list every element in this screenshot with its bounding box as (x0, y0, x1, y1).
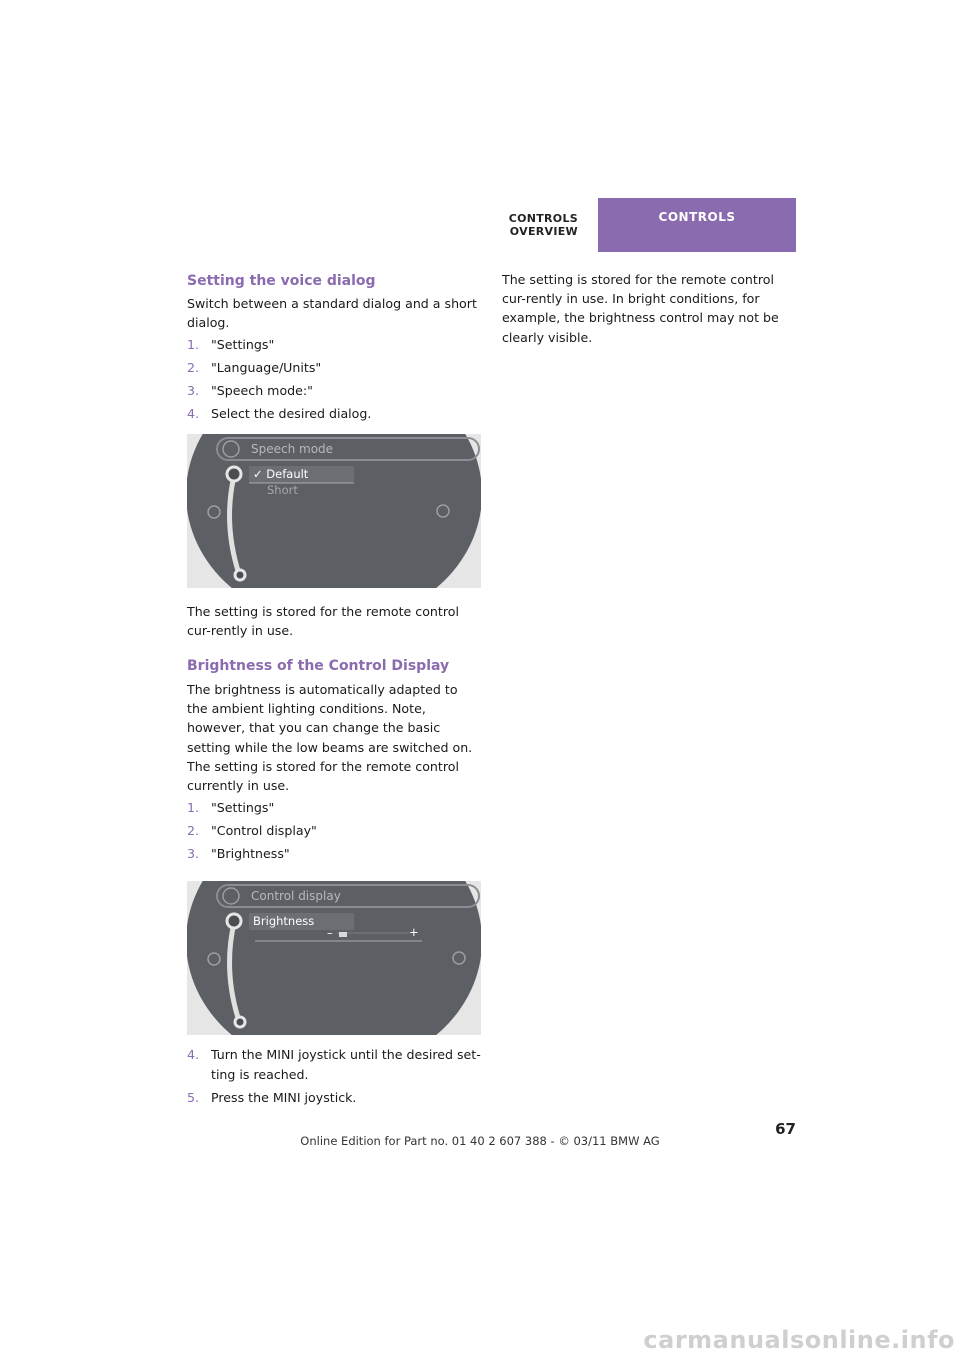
brightness-plus: + (409, 925, 419, 940)
display-graphic (187, 881, 481, 1035)
watermark: carmanualsonline.info (643, 1326, 955, 1354)
section-title: CONTROLS OVERVIEW (508, 212, 578, 238)
page-number: 67 (775, 1120, 796, 1138)
list-item: 2. "Language/Units" (187, 360, 322, 376)
left-column (187, 270, 482, 1111)
voice-dialog-steps (187, 335, 482, 423)
brightness-steps (187, 798, 482, 863)
right-column (502, 270, 798, 347)
chapter-tab (598, 198, 796, 252)
display-graphic (187, 434, 481, 588)
option-default: ✓ Default (253, 466, 309, 481)
list-item: 4. Select the desired dialog. (187, 406, 372, 422)
speech-mode-screenshot (187, 434, 481, 588)
screen-title: Speech mode (251, 441, 334, 456)
list-item: 1. "Settings" (187, 800, 275, 816)
list-item: 5. Press the MINI joystick. (187, 1089, 357, 1105)
brightness-minus: – (327, 926, 333, 941)
voice-dialog-intro: Switch between a standard dialog and a short dialog. (187, 296, 477, 331)
list-item: 4. Turn the MINI joystick until the desired set-ting is reached. (187, 1047, 481, 1082)
brightness-item: Brightness (253, 914, 315, 929)
footer: Online Edition for Part no. 01 40 2 607 388 - © 03/11 BMW AG (300, 1134, 660, 1148)
voice-dialog-heading: Setting the voice dialog (187, 273, 376, 289)
chapter-tab-label: CONTROLS (658, 210, 736, 224)
option-short: Short (267, 482, 298, 497)
brightness-screenshot (187, 881, 481, 1035)
list-item: 1. "Settings" (187, 337, 275, 353)
brightness-intro: The brightness is automatically adapted to the ambient lighting conditions. Note, however, that you can change the basic setting while the low beams are switched on. The setting is stored for the remote control currently in use. (187, 682, 473, 794)
screen-title: Control display (251, 889, 341, 904)
list-item: 3. "Speech mode:" (187, 383, 313, 399)
list-item: 2. "Control display" (187, 823, 317, 839)
list-item: 3. "Brightness" (187, 846, 290, 862)
voice-dialog-note: The setting is stored for the remote control cur-rently in use. (187, 603, 459, 638)
brightness-note: The setting is stored for the remote control cur-rently in use. In bright conditions, for example, the brightness control may not be clearly visible. (502, 272, 779, 345)
brightness-heading: Brightness of the Control Display (187, 658, 450, 675)
brightness-steps-continued (187, 1045, 482, 1106)
